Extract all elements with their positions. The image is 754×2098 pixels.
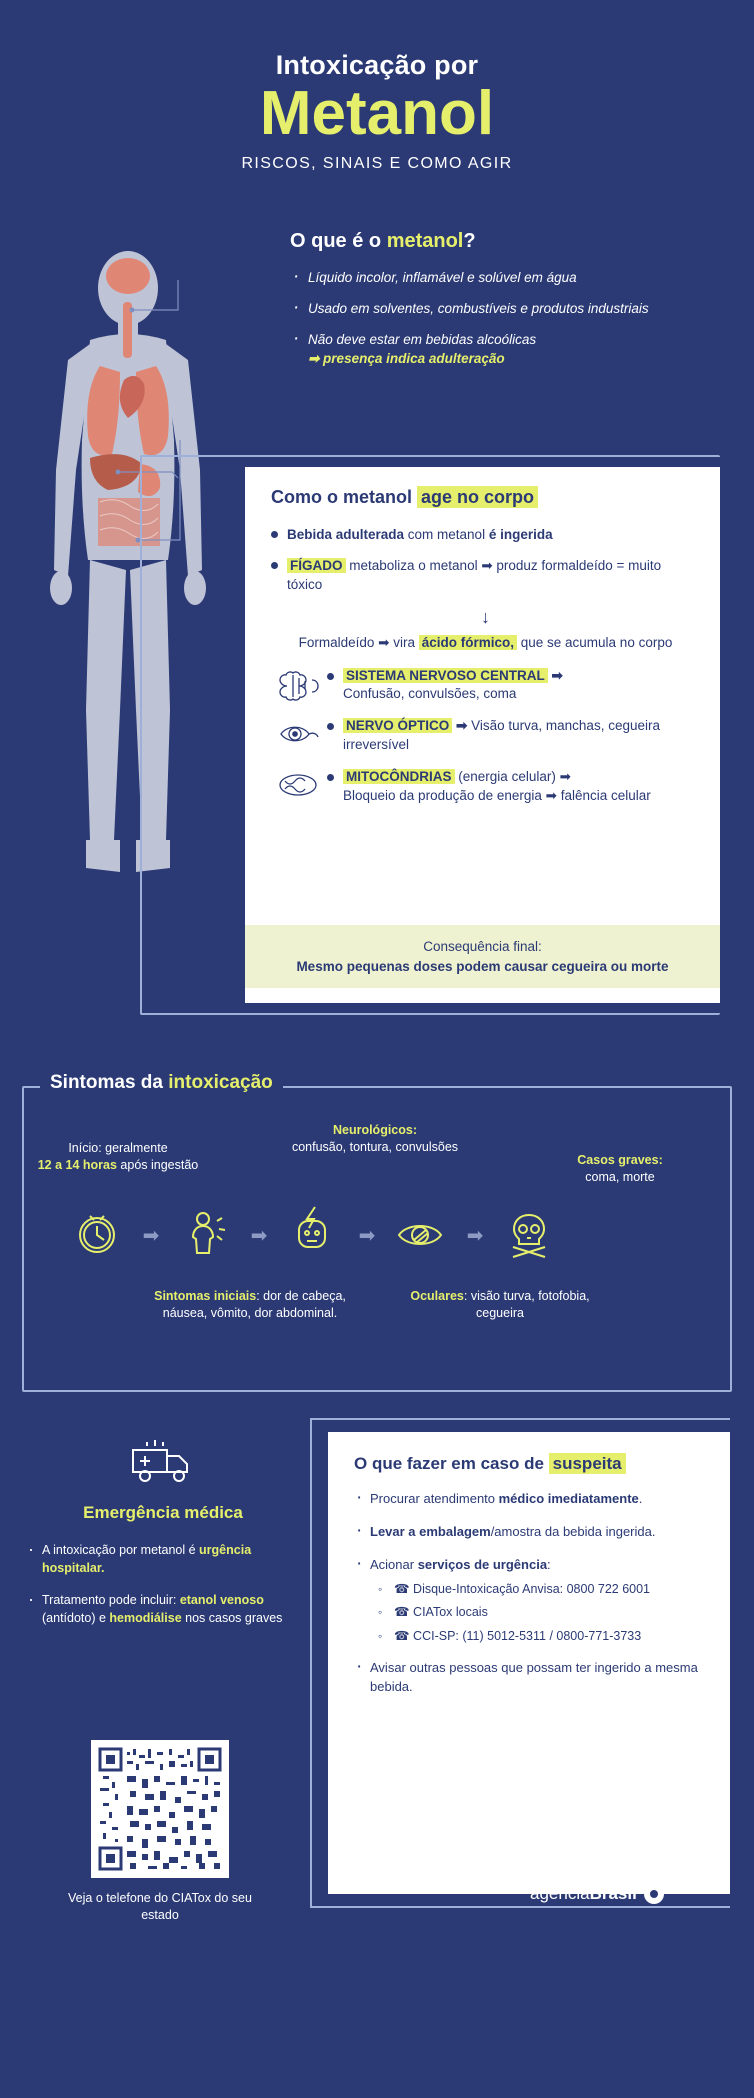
what-is-title [290, 230, 720, 253]
organ-detail-eye: Visão turva, manchas, cegueira irreversível [343, 718, 660, 753]
what-is-title-suffix: ? [463, 230, 476, 252]
symptom-onset-highlight: 12 a 14 horas [37, 1157, 117, 1172]
todo-item-1-b: médico imediatamente [498, 1491, 639, 1506]
acts-step-3-b: que se acumula no corpo [517, 634, 673, 650]
symptom-arrow-1: ➡ [142, 1224, 160, 1247]
symptoms-title-highlight: intoxicação [168, 1072, 273, 1093]
acts-title-prefix: Como o metanol [271, 487, 418, 507]
acts-title [271, 487, 700, 508]
list-item: ◦ ☎ CIATox locais [378, 1604, 710, 1622]
acts-step-1-c: é ingerida [488, 527, 553, 542]
acts-step-2 [271, 557, 700, 595]
todo-item-3-c: : [547, 1556, 551, 1572]
emergency-list [18, 1541, 308, 1628]
what-is-methanol-section [290, 230, 720, 381]
what-is-item-1: Líquido incolor, inflamável e solúvel em água [308, 270, 577, 285]
person-pain-icon [168, 1205, 242, 1266]
todo-title-highlight: suspeita [549, 1453, 626, 1474]
todo-title [354, 1454, 710, 1474]
emergency-item-1-highlight: urgência hospitalar. [42, 1543, 252, 1576]
consequence-box [245, 925, 720, 988]
emergency-item-2-highlight-1: etanol venoso [179, 1593, 264, 1608]
list-item: ◦ ☎ Disque-Intoxicação Anvisa: 0800 722 6001 [378, 1581, 710, 1599]
acts-title-highlight: age no corpo [417, 486, 538, 508]
agencia-brasil-logo [530, 1884, 664, 1904]
how-methanol-acts-section [140, 455, 720, 1015]
ambulance-icon [18, 1432, 308, 1491]
head-seizure-icon [276, 1205, 350, 1266]
symptom-neuro-text [280, 1122, 470, 1156]
list-item [290, 269, 720, 287]
acts-step-3-highlight: ácido fórmico, [419, 635, 517, 650]
todo-list [354, 1490, 710, 1697]
symptom-arrow-2: ➡ [250, 1224, 268, 1247]
eye-icon [271, 717, 327, 749]
acts-arrow-down: ↓ [481, 606, 490, 627]
organ-text-brain [327, 667, 563, 705]
what-to-do-section [310, 1418, 730, 1908]
symptom-onset-lead: Início: geralmente [68, 1141, 168, 1155]
todo-item-4-a: Avisar outras pessoas que possam ter ingerido a mesma bebida. [370, 1660, 698, 1694]
symptom-severe-tail: coma, morte [585, 1169, 655, 1184]
organ-arrow-mitochondria: (energia celular) ➡ [458, 769, 571, 785]
what-is-item-3: Não deve estar em bebidas alcoólicas [308, 332, 537, 348]
blurred-eye-icon [384, 1205, 458, 1266]
organ-effects-list [271, 667, 700, 806]
list-item [26, 1541, 308, 1577]
page-header [0, 50, 754, 173]
list-item [354, 1523, 710, 1542]
acts-step-1-b: com metanol [404, 527, 489, 542]
consequence-text: Mesmo pequenas doses podem causar cegueira ou morte [296, 958, 669, 974]
emergency-section [18, 1432, 308, 1642]
organ-text-eye [327, 717, 700, 755]
what-is-title-highlight: metanol [386, 230, 464, 252]
logo-text [530, 1884, 637, 1904]
acts-card [245, 467, 720, 1003]
logo-text-light: agência [530, 1884, 590, 1903]
organ-title-mitochondria: MITOCÔNDRIAS [343, 769, 455, 784]
symptoms-title-prefix: Sintomas da [50, 1072, 169, 1093]
symptom-ocular-highlight: Oculares [410, 1289, 464, 1303]
todo-card [328, 1432, 730, 1894]
symptom-neuro-highlight: Neurológicos: [332, 1123, 418, 1137]
todo-item-1-a: Procurar atendimento [370, 1491, 499, 1506]
organ-row-mitochondria [271, 768, 700, 806]
symptom-severe-text [530, 1152, 710, 1186]
symptom-initial-text [140, 1288, 360, 1322]
organ-detail-brain: Confusão, convulsões, coma [343, 686, 517, 702]
acts-step-3 [271, 634, 700, 653]
symptom-severe-highlight: Casos graves: [577, 1153, 663, 1167]
what-is-title-prefix: O que é o [290, 230, 387, 252]
symptom-onset-tail: após ingestão [116, 1157, 199, 1172]
logo-text-bold: Brasil [589, 1884, 637, 1903]
todo-title-prefix: O que fazer em caso de [354, 1454, 549, 1473]
organ-text-mitochondria [327, 768, 651, 806]
organ-detail-mitochondria: Bloqueio da produção de energia ➡ falência celular [343, 788, 651, 804]
mitochondria-icon [271, 768, 327, 800]
qr-code-block [60, 1740, 260, 1924]
brain-icon [271, 667, 327, 703]
todo-item-2-c: /amostra da bebida ingerida. [490, 1523, 656, 1539]
symptoms-title [40, 1072, 283, 1094]
symptom-onset-text [28, 1140, 208, 1174]
symptom-arrow-3: ➡ [358, 1224, 376, 1247]
symptom-ocular-tail: : visão turva, fotofobia, cegueira [463, 1289, 590, 1320]
emergency-item-1-a: A intoxicação por metanol é [42, 1543, 200, 1557]
qr-code-image[interactable] [91, 1740, 229, 1878]
acts-step-2-highlight: FÍGADO [287, 558, 346, 573]
clock-icon [60, 1205, 134, 1266]
acts-step-1 [271, 526, 700, 545]
list-item [354, 1490, 710, 1509]
symptom-neuro-tail: confusão, tontura, convulsões [291, 1139, 459, 1154]
what-is-item-2: Usado em solventes, combustíveis e produtos industriais [308, 301, 649, 317]
todo-item-2-a: Levar a embalagem [370, 1523, 491, 1539]
todo-item-1-c: . [638, 1491, 643, 1506]
what-is-item-3-note: ➡ presença indica adulteração [308, 350, 505, 366]
acts-step-3-a: Formaldeído ➡ vira [298, 634, 419, 650]
todo-phone-list [370, 1581, 710, 1646]
list-item [290, 300, 720, 318]
header-line-1: Intoxicação por [275, 50, 479, 80]
emergency-item-2-c: nos casos graves [181, 1611, 283, 1626]
emergency-title: Emergência médica [83, 1503, 243, 1522]
emergency-item-2-a: Tratamento pode incluir: [42, 1593, 180, 1608]
qr-caption: Veja o telefone do CIATox do seu estado [68, 1891, 252, 1922]
list-item [354, 1556, 710, 1645]
acts-step-2-rest: metaboliza o metanol ➡ produz formaldeído = muito tóxico [287, 557, 662, 592]
organ-row-eye [271, 717, 700, 755]
logo-mark [644, 1884, 664, 1904]
what-is-list [290, 269, 720, 368]
organ-arrow-eye: ➡ [456, 718, 468, 734]
header-subtitle: RISCOS, SINAIS E COMO AGIR [241, 155, 513, 172]
symptom-icon-row [60, 1195, 720, 1275]
list-item [290, 331, 720, 367]
skull-icon [492, 1205, 566, 1266]
consequence-label: Consequência final: [423, 939, 542, 954]
todo-item-3-a: Acionar [370, 1556, 418, 1572]
acts-step-1-a: Bebida adulterada [287, 527, 405, 542]
emergency-item-2-highlight-2: hemodiálise [109, 1611, 182, 1626]
todo-item-3-b: serviços de urgência [417, 1556, 548, 1572]
page-title: Metanol [259, 79, 495, 148]
symptom-ocular-text [400, 1288, 600, 1322]
list-item [354, 1659, 710, 1697]
symptom-arrow-4: ➡ [466, 1224, 484, 1247]
organ-arrow-brain: ➡ [551, 667, 563, 683]
list-item [26, 1591, 308, 1627]
list-item: ◦ ☎ CCI-SP: (11) 5012-5311 / 0800-771-3733 [378, 1628, 710, 1646]
emergency-item-2-b: (antídoto) e [42, 1611, 110, 1626]
organ-title-eye: NERVO ÓPTICO [343, 718, 452, 733]
symptom-initial-tail: : dor de cabeça, náusea, vômito, dor abdominal. [162, 1289, 346, 1320]
symptom-initial-highlight: Sintomas iniciais [154, 1289, 257, 1303]
organ-title-brain: SISTEMA NERVOSO CENTRAL [343, 668, 548, 683]
organ-row-brain [271, 667, 700, 705]
